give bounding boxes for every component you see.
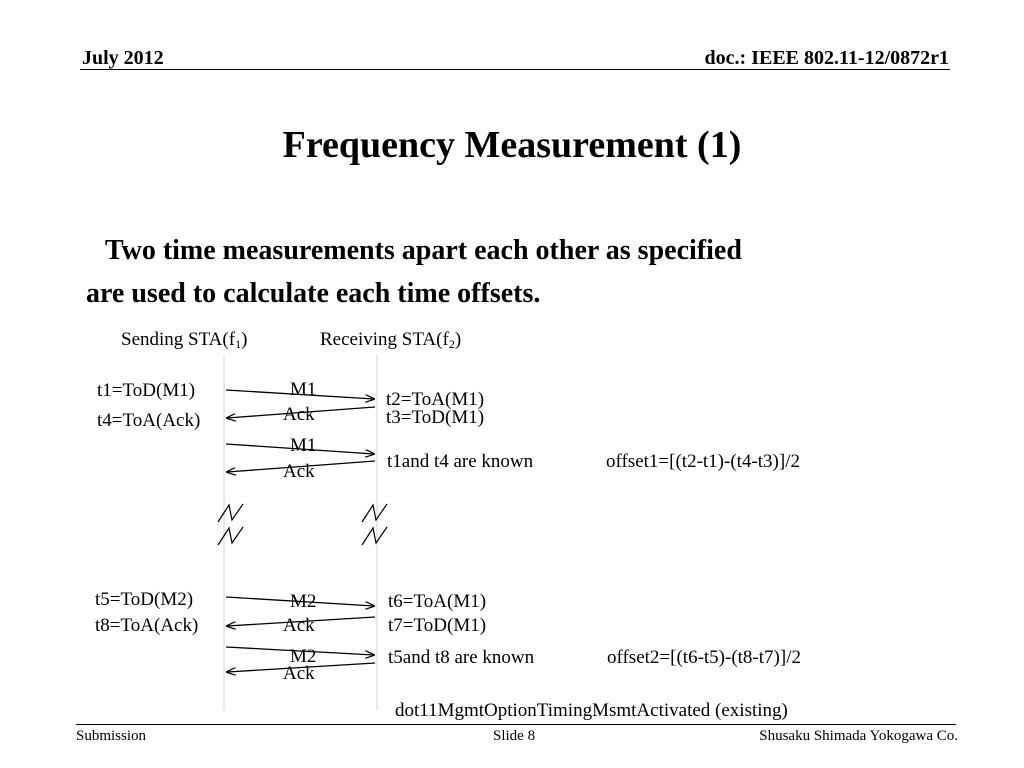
label-t1: t1=ToD(M1) xyxy=(97,380,196,401)
footer-submission: Submission xyxy=(76,728,147,744)
msg-ack-repeat: Ack xyxy=(283,461,315,482)
body-line-1: Two time measurements apart each other as specified xyxy=(105,235,742,266)
msg-m1: M1 xyxy=(290,379,317,400)
msg-ack-2-repeat: Ack xyxy=(283,663,315,684)
msg-ack: Ack xyxy=(283,404,315,425)
sending-sta-label: Sending $STA(f_1)$ xyxy=(121,329,248,351)
time-break-receiving xyxy=(362,504,387,545)
label-t8: t8=ToA(Ack) xyxy=(95,615,199,636)
header-date: July 2012 xyxy=(82,47,164,69)
offset-formula-1: offset1=[(t2-t1)-(t4-t3)]/2 xyxy=(606,451,800,472)
offset-formula-2: offset2=[(t6-t5)-(t8-t7)]/2 xyxy=(607,647,801,668)
msg-m1-repeat: M1 xyxy=(290,435,317,456)
receiving-sta-label: Receiving $STA(f_2)$ xyxy=(320,329,462,351)
footer-slide-number: Slide 8 xyxy=(493,728,536,744)
msg-m2: M2 xyxy=(290,591,317,612)
label-t4: t4=ToA(Ack) xyxy=(97,410,201,431)
slide-title: Frequency Measurement (1) xyxy=(282,124,742,166)
mib-attribute-note: dot11MgmtOptionTimingMsmtActivated (existing) xyxy=(395,700,788,721)
known-note-2: t5and t8 are known xyxy=(388,647,535,668)
label-t7: t7=ToD(M1) xyxy=(388,615,487,636)
label-t6: t6=ToA(M1) xyxy=(388,591,487,612)
body-line-2: are used to calculate each time offsets. xyxy=(86,278,541,309)
footer-author: Shusaku Shimada Yokogawa Co. xyxy=(759,728,958,744)
msg-m2-repeat: M2 xyxy=(290,646,317,667)
time-break-sending xyxy=(218,504,243,545)
header-doc-id: doc.: IEEE 802.11-12/0872r1 xyxy=(704,47,949,69)
msg-ack-2: Ack xyxy=(283,615,315,636)
footer-rule xyxy=(76,724,956,725)
label-t5: t5=ToD(M2) xyxy=(95,589,194,610)
label-t2: t2=ToA(M1) xyxy=(386,389,485,410)
known-note-1: t1and t4 are known xyxy=(387,451,534,472)
label-t3: t3=ToD(M1) xyxy=(386,407,485,428)
